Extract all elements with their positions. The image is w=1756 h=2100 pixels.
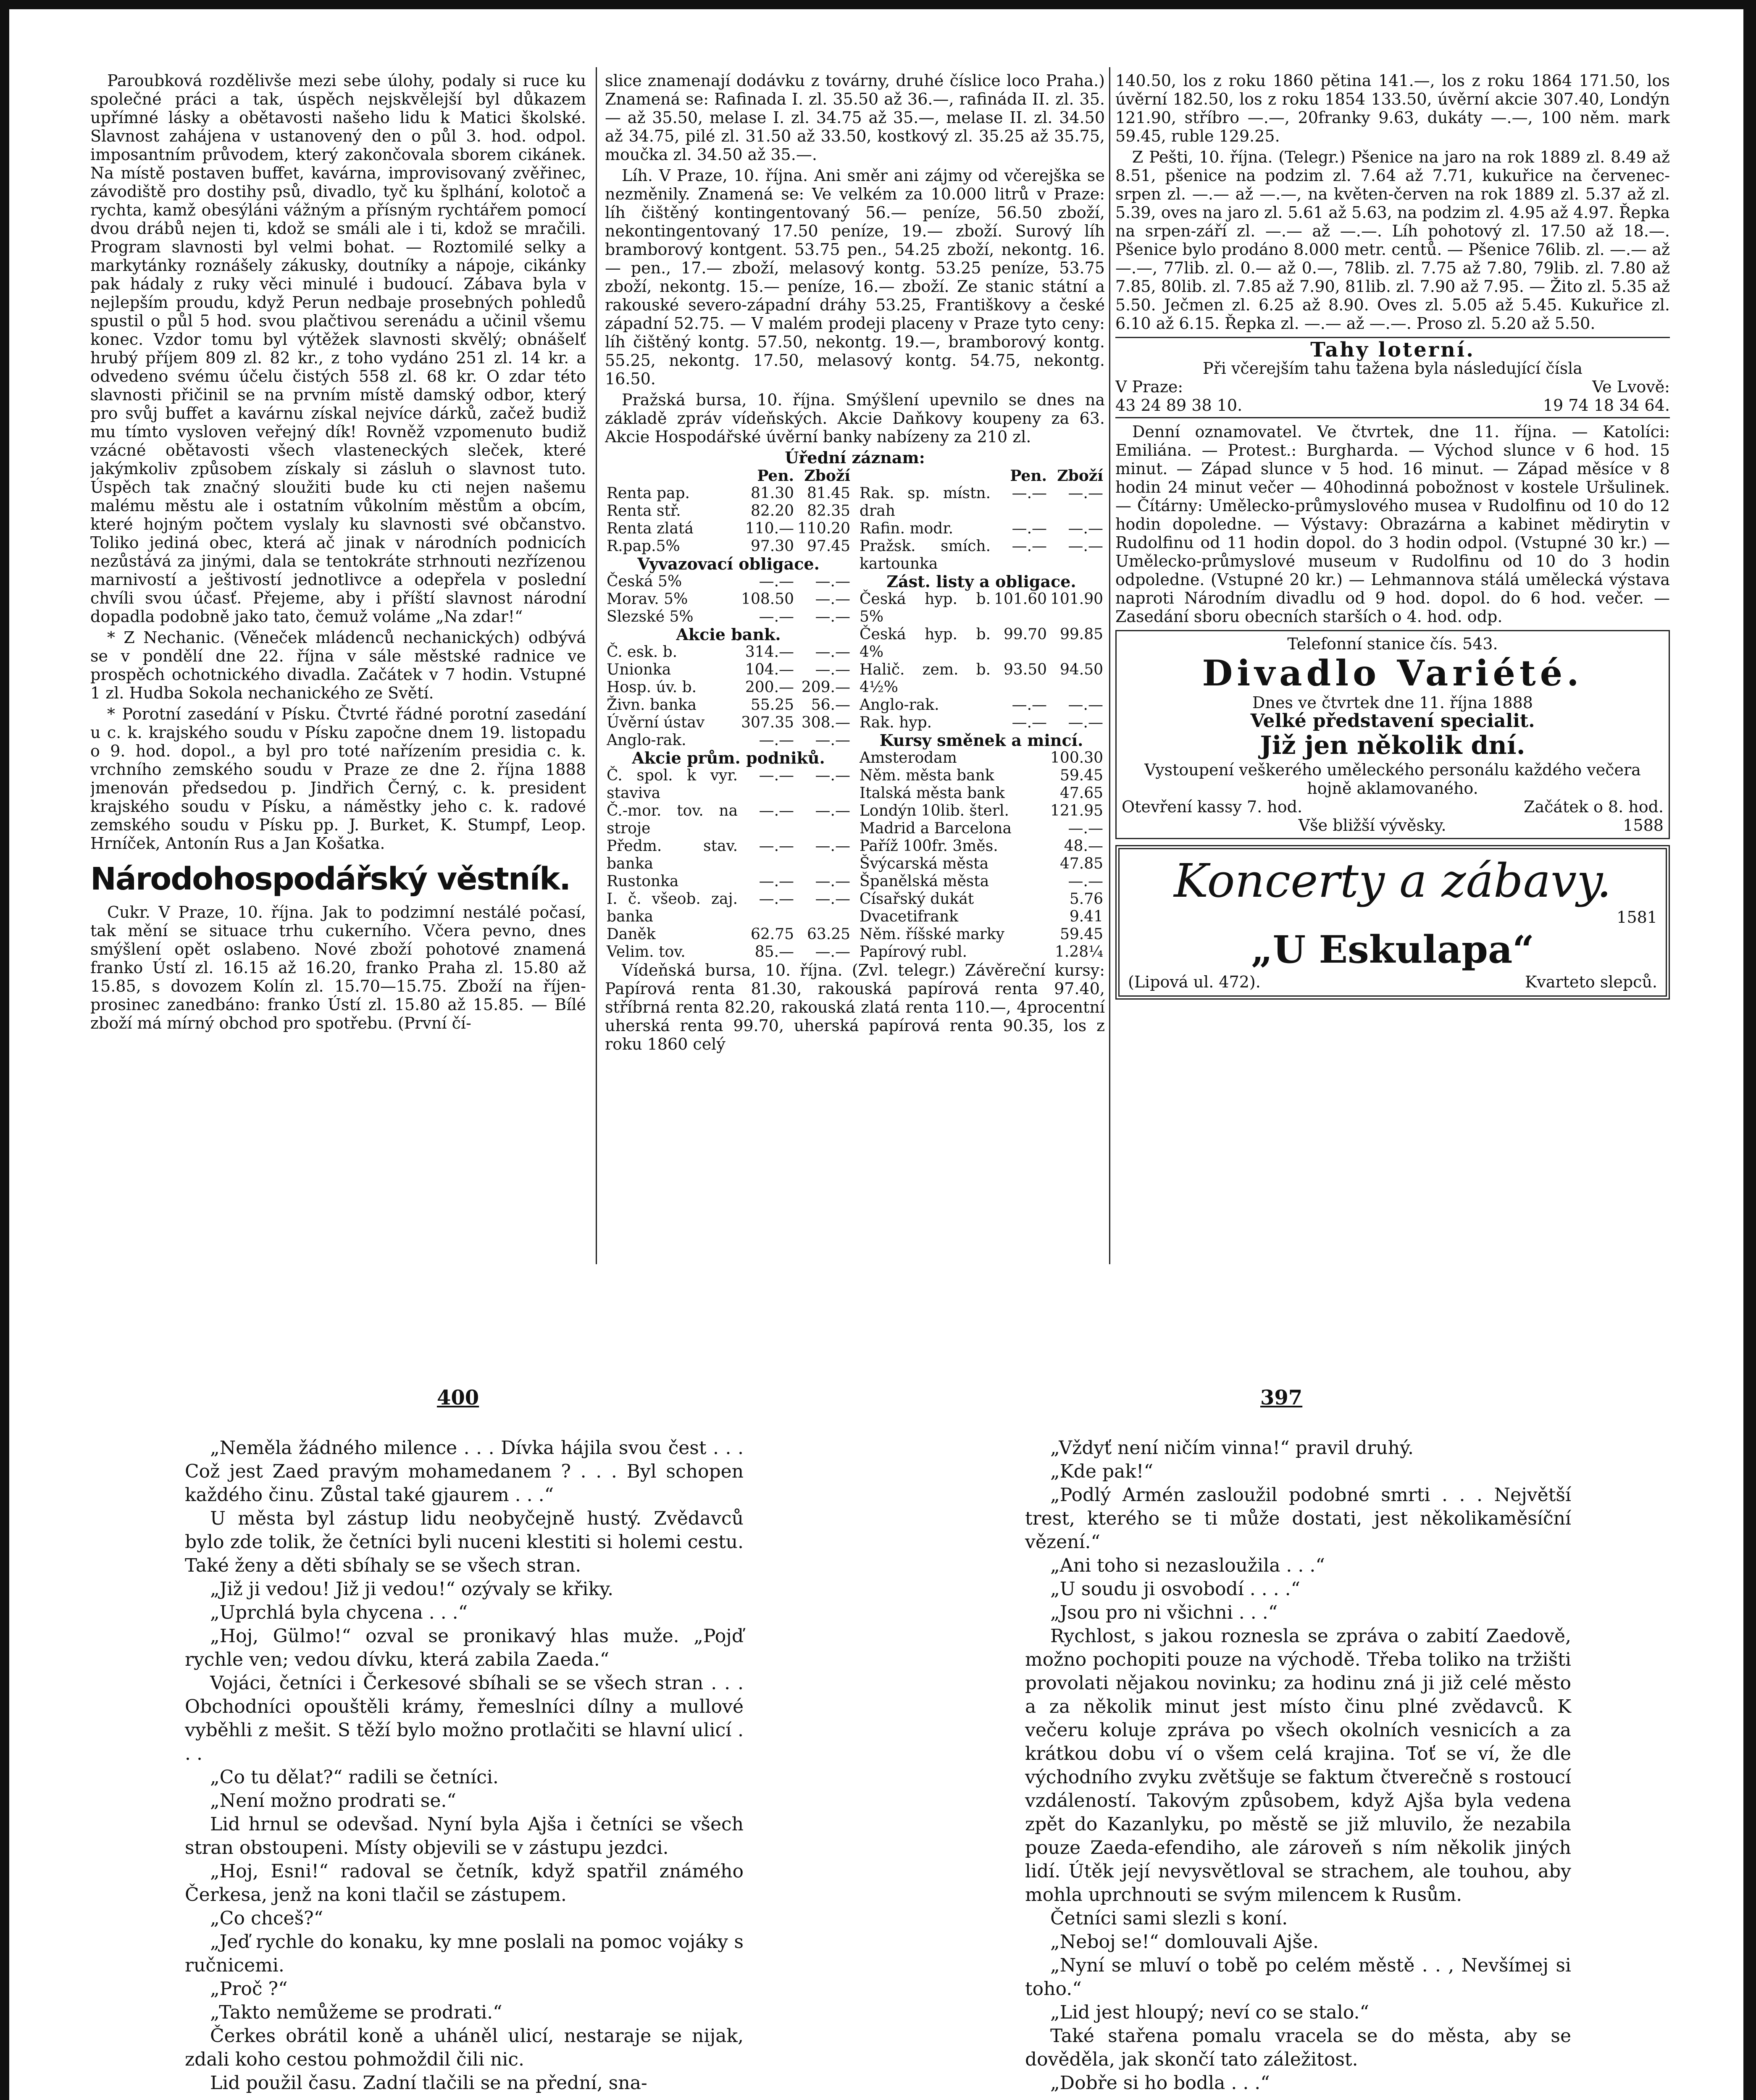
table-row: Č.-mor. tov. na stroje —.— —.— (607, 802, 850, 837)
table-row: Č. spol. k vyr. staviva —.— —.— (607, 767, 850, 802)
story-paragraph: „Co tu dělat?“ radili se četníci. (210, 1767, 499, 1788)
article-paragraph: * Porotní zasedání v Písku. Čtvrté řádné porotní zasedání u c. k. krajského soudu v Písku započne dnem 19. listopadu o 9. hod. dopol., a byl pro toté nařízením presidia c. k. vrchního zemského soudu v Praze ze dne 2. října 1888 jmenován předsedou p. Jindřich Černý, c. k. president krajského soudu v Písku, a náměstky jeho c. k. radové zemského soudu v Písku pp. J. Burket, K. Stumpf, Leop. Hrníček, Antonín Rus a Jan Košatka. (90, 705, 586, 853)
story-paragraph: „Jeď rychle do konaku, ky mne poslali na pomoc vojáky s ručnicemi. (185, 1931, 744, 1976)
table-row: Česká 5% —.— —.— (607, 573, 850, 590)
story-paragraph: Četníci sami slezli s koní. (1050, 1908, 1288, 1929)
concert-number: 1581 (1617, 908, 1657, 927)
table-row: R.pap.5% 97.30 97.45 (607, 538, 850, 555)
table-row: Renta pap. 81.30 81.45 (607, 485, 850, 502)
quotes-left (605, 467, 852, 961)
column-rule (1109, 67, 1110, 1264)
table-row: Renta stř. 82.20 82.35 (607, 502, 850, 520)
table-row: Dvacetifrank 9.41 (860, 908, 1103, 925)
page-number: 400 (437, 1386, 479, 1410)
table-row: Hosp. úv. b. 200.— 209.— (607, 679, 850, 696)
story-paragraph: Rychlost, s jakou roznesla se zpráva o zabití Zaedově, možno pochopiti pouze na východě. Třeba toliko na tržišti provolati nějakou novinku; za hodinu zná ji již celé město a za několik minut jest místo činu plné zvědavců. K večeru koluje zpráva po všech okolních vesnicích a za krátkou dobu ví o všem celá krajina. Toť se ví, že dle východního zvyku zvětšuje se faktum čtverečně s rostoucí vzdáleností. Takovým způsobem, když Ajša byla vedena zpět do Kazanlyku, po městě se již mluvilo, že nezabila pouze Zaeda-efendiho, ale zároveň s ním několik jiných lidí. Útěk její nevysvětloval se strachem, ale touhou, aby mohla uprchnouti se svým milencem k Rusům. (1025, 1625, 1571, 1906)
table-row: Španělská města —.— (860, 873, 1103, 890)
table-row: Anglo-rak. —.— —.— (607, 732, 850, 749)
table-row: Madrid a Barcelona —.— (860, 820, 1103, 837)
concert-title: Koncerty a zábavy. (1174, 854, 1611, 908)
story-paragraph: Lid hrnul se odevšad. Nyní byla Ajša i četníci se všech stran obstoupeni. Místy objevili se v zástupu jezdci. (185, 1814, 744, 1858)
table-title: Úřední záznam: (785, 448, 925, 467)
story-paragraph: „Ani toho si nezasloužila . . .“ (1050, 1555, 1325, 1576)
table-row: Velim. tov. 85.— —.— (607, 943, 850, 961)
table-row: Úvěrní ústav 307.35 308.— (607, 714, 850, 731)
table-row: Rak. sp. místn. drah —.— —.— (860, 485, 1103, 520)
story-paragraph: „Není možno prodrati se.“ (210, 1790, 456, 1811)
story-paragraph: „Neboj se!“ domlouvali Ajše. (1050, 1931, 1319, 1953)
table-row: Švýcarská města 47.85 (860, 855, 1103, 872)
story-paragraph: „Nyní se mluví o tobě po celém městě . . , Nevšímej si toho.“ (1025, 1955, 1571, 2000)
story-paragraph: U města byl zástup lidu neobyčejně hustý. Zvědavců bylo zde tolik, že četníci byli nuceni klestiti si holemi cestu. Také ženy a děti sbíhaly se se všech stran. (185, 1508, 744, 1576)
article-paragraph: slice znamenají dodávku z továrny, druhé číslice loco Praha.) Znamená se: Rafinada I. zl. 35.50 až 36.—, rafináda II. zl. 35.— až 35.50, melase I. zl. 34.75 až 35.—, melase II. zl. 34.50 až 34.75, pilé zl. 31.50 až 33.50, kostkový zl. 35.25 až 35.75, moučka zl. 34.50 až 35.—. (605, 71, 1105, 164)
lottery-box (1115, 337, 1670, 418)
story-paragraph: „Dobře si ho bodla . . .“ (1050, 2072, 1270, 2094)
ad-show: Velké představení specialit. (1250, 710, 1535, 732)
table-row: Unionka 104.— —.— (607, 661, 850, 678)
stocks-table: Pen. Zboží Rak. sp. místn. drah —.— —.— Rafin. modr. —.— —.— Pražsk. smích. kartounka —.— —.— Zást. listy a obligace. Česká hyp. b. 5% 101.60 101.90 Česká hyp. b. 4% 99.70 99.85 Halič. zem. b. 4½% 93.50 94.50 Anglo-rak. —.— —.— Rak. hyp. —.— —.— Kursy směnek a mincí. Amsterodam 100.30 Něm. města bank 59.45 Italská města bank 47.65 Londýn 10lib. šterl. 121.95 Madrid a Barcelona —.— Paříž 100fr. 3měs. 48.— Švýcarská města 47.85 Španělská města —.— Císařský dukát 5.76 Dvacetifrank 9.41 Něm. říšské marky 59.45 Papírový rubl. 1.28¼ (858, 467, 1105, 961)
table-row: I. č. všeob. zaj. banka —.— —.— (607, 890, 850, 925)
table-row: Daněk 62.75 63.25 (607, 926, 850, 943)
story-paragraph: „Lid jest hloupý; neví co se stalo.“ (1050, 2002, 1370, 2023)
quotes-table (605, 467, 1105, 961)
newspaper-column-2 (605, 71, 1105, 1281)
ad-description: Vystoupení veškerého uměleckého personálu každého večera hojně aklamovaného. (1144, 761, 1641, 798)
story-paragraph: „Jsou pro ni všichni . . .“ (1050, 1602, 1278, 1623)
table-row: Slezské 5% —.— —.— (607, 608, 850, 625)
story-paragraph: „U soudu ji osvobodí . . . .“ (1050, 1578, 1301, 1600)
article-paragraph: Pražská bursa, 10. října. Smýšlení upevnilo se dnes na základě zpráv vídeňských. Akcie Daňkovy koupeny za 63. Akcie Hospodářské úvěrní banky nabízeny za 210 zl. (605, 391, 1105, 446)
page-border-top (0, 0, 1756, 9)
table-row: Rafin. modr. —.— —.— (860, 520, 1103, 537)
ad-phone: Telefonní stanice čís. 543. (1287, 635, 1498, 653)
concert-venue: „U Eskulapa“ (1251, 927, 1535, 972)
story-page-right (1025, 1436, 1571, 2100)
lottery-subtitle: Při včerejším tahu tažena byla následující čísla (1203, 359, 1583, 378)
story-paragraph: „Proč ?“ (210, 1978, 288, 2000)
table-row: Renta zlatá 110.— 110.20 (607, 520, 850, 537)
table-row: Č. esk. b. 314.— —.— (607, 643, 850, 661)
story-paragraph: „Kde pak!“ (1050, 1461, 1154, 1482)
story-paragraph: „Vždyť není ničím vinna!“ pravil druhý. (1050, 1437, 1414, 1459)
ad-title: Divadlo Variété. (1202, 652, 1583, 694)
table-row: Londýn 10lib. šterl. 121.95 (860, 802, 1103, 819)
story-paragraph: „Uprchlá byla chycena . . .“ (210, 1602, 468, 1623)
lottery-numbers: 43 24 89 38 10. 19 74 18 34 64. (1115, 396, 1670, 415)
article-paragraph: Z Pešti, 10. října. (Telegr.) Pšenice na jaro na rok 1889 zl. 8.49 až 8.51, pšenice na podzim zl. 7.64 až 7.71, kukuřice na červenec-srpen zl. —.— až —.—, na květen-červen na rok 1889 zl. 5.37 až zl. 5.39, oves na jaro zl. 5.61 až 5.63, na podzim zl. 4.95 až 4.97. Řepka na srpen-září zl. —.— až —.—. Líh pohotový zl. 17.50 až 18.—. Pšenice bylo prodáno 8.000 metr. centů. — Pšenice 76lib. zl. —.— až —.—, 77lib. zl. 0.— až 0.—, 78lib. zl. 7.75 až 7.80, 79lib. zl. 7.80 až 7.85, 80lib. zl. 7.85 až 7.90, 81lib. zl. 7.90 až 7.95. — Žito zl. 5.35 až 5.50. Ječmen zl. 6.25 až 8.90. Oves zl. 5.05 až 5.45. Kukuřice zl. 6.10 až 6.15. Řepka zl. —.— až —.—. Proso zl. 5.20 až 5.50. (1115, 148, 1670, 333)
table-row: Živn. banka 55.25 56.— (607, 696, 850, 714)
section-title: Národohospodářský věstník. (90, 861, 570, 897)
table-subheading: Vyvazovací obligace. (637, 554, 820, 573)
article-paragraph: Paroubková rozdělivše mezi sebe úlohy, podaly si ruce ku společné práci a tak, úspěch nejskvělejší byl důkazem upřímné lásky a obětavosti našeho lidu k Matici školské. Slavnost zahájena v ustanovený den o půl 3. hod. odpol. imposantním průvodem, který zakončovala sborem cikánek. Na místě postaven buffet, kavárna, improvisovaný zvěřinec, závodiště pro dostihy psů, divadlo, tyč ku šplhání, kolotoč a rychta, kamž obesýláni vážným a přísným rychtářem pomocí dvou drábů nejen ti, kdož se smáli ale i ti, kdož se mračili. Program slavnosti byl velmi bohat. — Roztomilé selky a markytánky roznášely zákusky, doutníky a nápoje, cikánky pak hádaly z ruky věci minulé i budoucí. Zábava byla v nejlepším proudu, když Perun nedbaje prosebných pohledů spustil o půl 5 hod. svou plačtivou serenádu a učinil všemu konec. Vzdor tomu byl výtěžek slavnosti skvělý; obnášelť hrubý příjem 809 zl. 82 kr., z toho vydáno 251 zl. 14 kr. a odvedeno svému účelu čistých 558 zl. 68 kr. O zdar této slavnosti přičinil se na prvním místě damský odbor, který pro svůj buffet a kavárnu získal nejvíce dárků, začež budiž mu tímto vysloven veřejný dík! Rovněž vzpomenuto budiž vzácné obětavosti všech vlasteneckých sleček, které jakýmkoliv způsobem získaly si zásluh o slavnost tuto. Úspěch tak značný sloužiti bude ku cti nejen našemu malému městu ale i ostatním vůkolním městům a obcím, které hojným počtem vyslaly ku slavnosti své občanstvo. Toliko jediná obec, která ač jinak v národních podnicích nezůstává za jinými, dala se tentokráte strhnouti nezřízenou marnivostí a ještivostí jednotlivce a odepřela v poslední chvíli svou účasť. Přejeme, aby i příští slavnost národní dopadla podobně jako tato, čemuž voláme „Na zdar!“ (90, 71, 586, 626)
table-row: Halič. zem. b. 4½% 93.50 94.50 (860, 661, 1103, 696)
table-row: Něm. říšské marky 59.45 (860, 926, 1103, 943)
ad-times: Otevření kassy 7. hod. Začátek o 8. hod. (1122, 798, 1664, 816)
concert-advertisement (1115, 845, 1670, 1000)
ad-days: Již jen několik dní. (1260, 731, 1525, 760)
table-subheading: Kursy směnek a mincí. (879, 731, 1083, 750)
article-paragraph: 140.50, los z roku 1860 pětina 141.—, los z roku 1864 171.50, los úvěrní 182.50, los z roku 1854 133.50, úvěrní akcie 307.40, Londýn 121.90, stříbro —.—, 20franky 9.63, dukáty —.—, 100 něm. mark 59.45, ruble 129.25. (1115, 71, 1670, 145)
renta-table: Pen. Zboží Renta pap. 81.30 81.45 Renta stř. 82.20 82.35 Renta zlatá 110.— 110.20 R.pap.5% 97.30 97.45 Vyvazovací obligace. Česká 5% —.— —.— Morav. 5% 108.50 —.— Slezské 5% —.— —.— Akcie bank. Č. esk. b. 314.— —.— Unionka 104.— —.— Hosp. úv. b. 200.— 209.— Živn. banka 55.25 56.— Úvěrní ústav 307.35 308.— Anglo-rak. —.— —.— Akcie prům. podniků. Č. spol. k vyr. staviva —.— —.— Č.-mor. tov. na stroje —.— —.— Předm. stav. banka —.— —.— Rustonka —.— —.— I. č. všeob. zaj. banka —.— —.— Daněk 62.75 63.25 Velim. tov. 85.— —.— (605, 467, 852, 961)
table-subheading: Akcie prům. podniků. (632, 748, 825, 767)
table-row: Italská města bank 47.65 (860, 785, 1103, 802)
table-row: Něm. města bank 59.45 (860, 767, 1103, 784)
table-row: Císařský dukát 5.76 (860, 890, 1103, 908)
article-paragraph: * Z Nechanic. (Věneček mládenců nechanických) odbývá se v pondělí dne 22. října v sále městské radnice ve prospěch ochotnického divadla. Začátek v 7 hodin. Vstupné 1 zl. Hudba Sokola nechanického ze Světí. (90, 628, 586, 702)
ad-date: Dnes ve čtvrtek dne 11. října 1888 (1252, 693, 1533, 712)
story-paragraph: Také stařena pomalu vracela se do města, aby se dověděla, jak skončí tato záležitost. (1025, 2025, 1571, 2070)
article-paragraph: Líh. V Praze, 10. října. Ani směr ani zájmy od včerejška se nezměnily. Znamená se: Ve velkém za 10.000 litrů v Praze: líh čištěný kontingentovaný 56.— peníze, 56.50 zboží, nekontingentovaný 17.50 peníze, 19.— zboží. Surový líh bramborový kontgent. 53.75 pen., 54.25 zboží, nekontg. 16.— pen., 17.— zboží, melasový kontg. 53.25 peníze, 53.75 zboží, nekontg. 15.— peníze, 16.— zboží. Ze stanic státní a rakouské severo-západní dráhy 53.25, Františkovy a české západní 52.75. — V malém prodeji placeny v Praze tyto ceny: líh čištěný kontg. 57.50, nekontg. 19.—, bramborový kontg. 55.25, nekontg. 17.50, melasový kontg. 54.75, nekontg. 16.50. (605, 166, 1105, 388)
table-row: Morav. 5% 108.50 —.— (607, 591, 850, 608)
story-paragraph: „Podlý Armén zasloužil podobné smrti . . . Největší trest, kterého se ti může dostati, jest několikaměsíční vězení.“ (1025, 1484, 1571, 1553)
lottery-cities: V Praze: Ve Lvově: (1115, 378, 1670, 396)
story-paragraph: „Neměla žádného milence . . . Dívka hájila svou čest . . . Což jest Zaed pravým mohamedanem ? . . . Byl schopen každého činu. Zůstal také gjaurem . . .“ (185, 1437, 744, 1506)
table-row: Paříž 100fr. 3měs. 48.— (860, 837, 1103, 855)
theatre-advertisement (1115, 630, 1670, 839)
ad-footer: Vše bližší vývěsky. 1588 (1298, 816, 1664, 835)
table-subheading: Akcie bank. (676, 625, 781, 644)
story-paragraph: Vojáci, četníci i Čerkesové sbíhali se se všech stran . . . Obchodníci opouštěli krámy, řemeslníci dílny a mullové vyběhli z mešit. S těží bylo možno protlačiti se hlavní ulicí . . . (185, 1672, 744, 1764)
concert-details: (Lipová ul. 472). Kvarteto slepců. (1128, 973, 1657, 991)
column-rule (596, 67, 597, 1264)
table-row: Pražsk. smích. kartounka —.— —.— (860, 538, 1103, 572)
table-row: Rak. hyp. —.— —.— (860, 714, 1103, 731)
story-paragraph: „Co chceš?“ (210, 1908, 323, 1929)
story-page-left (185, 1436, 744, 2095)
newspaper-column-3 (1115, 71, 1670, 1281)
story-paragraph: „Takto nemůžeme se prodrati.“ (210, 2002, 502, 2023)
article-paragraph: Denní oznamovatel. Ve čtvrtek, dne 11. října. — Katolíci: Emiliána. — Protest.: Burgharda. — Východ slunce v 6 hod. 15 minut. — Západ slunce v 5 hod. 16 minut. — Západ měsíce v 8 hodin 24 minut večer — 40hodinná pobožnost v kostele Uršulinek. — Čítárny: Umělecko-průmyslového musea v Rudolfinu od 10 do 12 hodin dopoledne. — Výstavy: Obrazárna a kabinet mědirytin v Rudolfinu od 11 hodin dopol. do 3 hodin odpol. (Vstupné 30 kr.) — Umělecko-průmyslové museum v Rudolfinu od 10 do 3 hodin odpoledne. (Vstupné 20 kr.) — Lehmannova stálá umělecká výstava naproti Národním divadlu od 9 hod. dopol. do 6 hod. večer. — Zasedání sboru obecních starších o 4. hod. odp. (1115, 423, 1670, 626)
page-border-left (0, 0, 9, 2100)
table-row: Česká hyp. b. 4% 99.70 99.85 (860, 626, 1103, 661)
table-row: Papírový rubl. 1.28¼ (860, 943, 1103, 961)
article-paragraph: Vídeňská bursa, 10. října. (Zvl. telegr.) Závěreční kursy: Papírová renta 81.30, rakouská papírová renta 97.40, stříbrná renta 82.20, rakouská zlatá renta 110.—, 4procentní uherská renta 99.70, uherská papírová renta 90.35, los z roku 1860 celý (605, 961, 1105, 1053)
lottery-title: Tahy loterní. (1310, 338, 1475, 362)
story-paragraph: Čerkes obrátil koně a uháněl ulicí, nestaraje se nijak, zdali koho cestou pohmoždil čili nic. (185, 2025, 744, 2070)
story-paragraph: „Hoj, Esni!“ radoval se četník, když spatřil známého Čerkesa, jenž na koni tlačil se zástupem. (185, 1861, 744, 1906)
newspaper-column-1 (90, 71, 586, 1281)
article-paragraph: Cukr. V Praze, 10. října. Jak to podzimní nestálé počasí, tak mění se situace trhu cukerního. Včera pevno, dnes smýšlení opět oslabeno. Nové zboží pohotové znamená franko Ústí zl. 16.15 až 16.20, franko Praha zl. 15.80 až 15.85, s dovozem Kolín zl. 15.70—15.75. Zboží na říjen-prosinec zanedbáno: franko Ústí zl. 15.80 až 15.85. — Bílé zboží má mírný obchod pro spotřebu. (První čí- (90, 903, 586, 1032)
table-row: Česká hyp. b. 5% 101.60 101.90 (860, 591, 1103, 625)
story-paragraph: „Hoj, Gülmo!“ ozval se pronikavý hlas muže. „Pojď rychle ven; vedou dívku, která zabila Zaeda.“ (185, 1625, 744, 1670)
story-paragraph: „Již ji vedou! Již ji vedou!“ ozývaly se křiky. (210, 1578, 614, 1600)
table-row: Předm. stav. banka —.— —.— (607, 837, 850, 872)
table-subheading: Zást. listy a obligace. (886, 572, 1076, 591)
quotes-right (858, 467, 1105, 961)
page-number: 397 (1260, 1386, 1303, 1410)
page-border-right (1743, 0, 1756, 2100)
table-row: Rustonka —.— —.— (607, 873, 850, 890)
table-row: Amsterodam 100.30 (860, 749, 1103, 766)
table-row: Anglo-rak. —.— —.— (860, 696, 1103, 714)
story-paragraph: Lid použil času. Zadní tlačili se na přední, sna- (210, 2072, 647, 2094)
